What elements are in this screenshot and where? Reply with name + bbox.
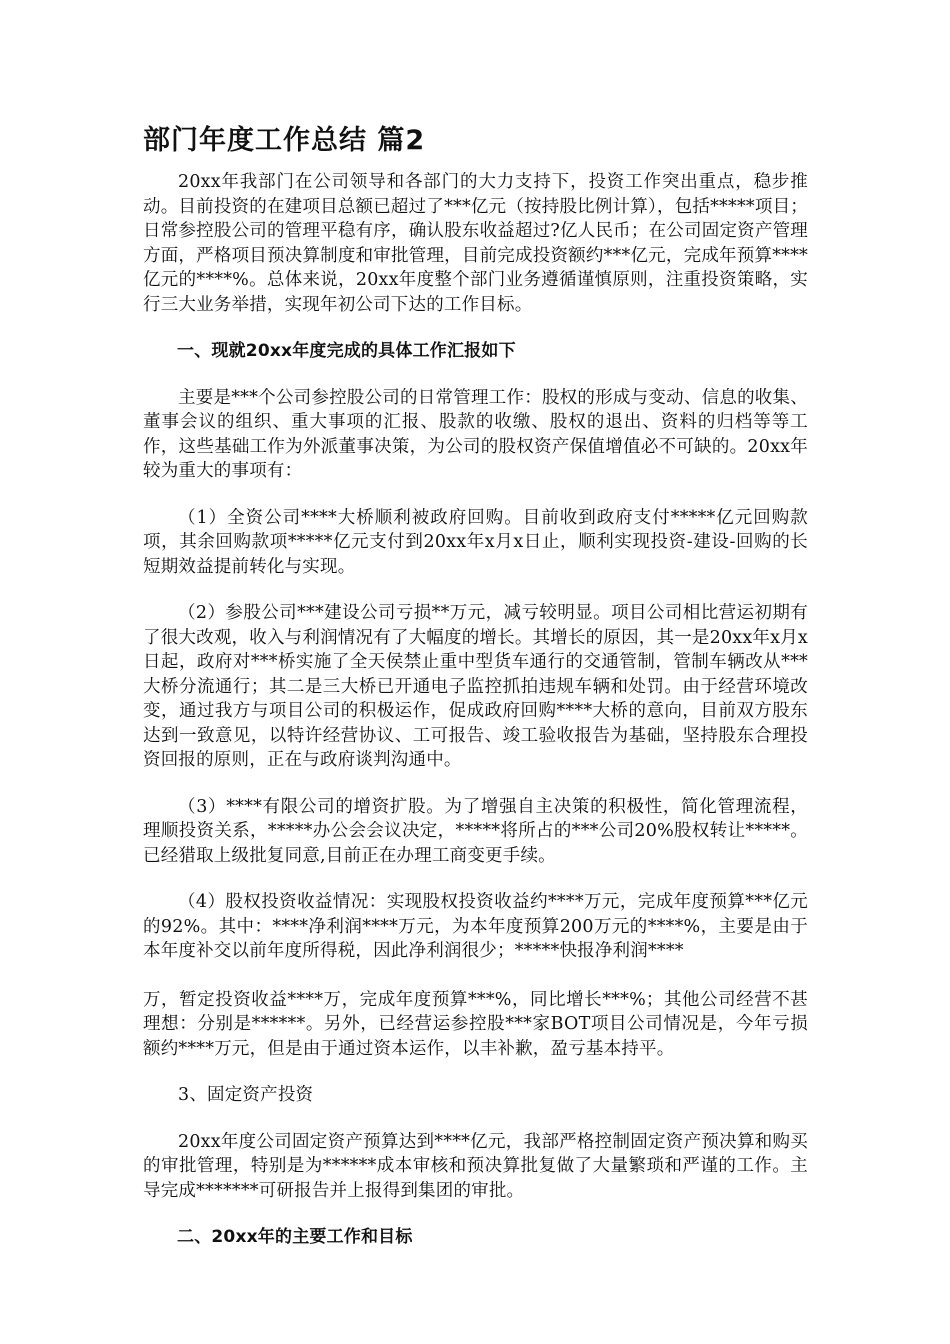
intro-paragraph: 20xx年我部门在公司领导和各部门的大力支持下，投资工作突出重点，稳步推动。目前投资的在建项目总额已超过了***亿元（按持股比例计算），包括*****项目；日常参控股公司的管理平稳有序，确认股东收益超过?亿人民币；在公司固定资产管理方面，严格项目预决算制度和审批管理，目前完成投资额约***亿元，完成年预算****亿元的****%。总体来说，20xx年度整个部门业务遵循谨慎原则，注重投资策略，实行三大业务举措，实现年初公司下达的工作目标。 [143,172,808,315]
fixed-asset-paragraph: 20xx年度公司固定资产预算达到****亿元，我部严格控制固定资产预决算和购买的审批管理，特别是为******成本审核和预决算批复做了大量繁琐和严谨的工作。主导完成*******可研报告并上报得到集团的审批。 [143,1131,808,1201]
item-paragraph-4: （4）股权投资收益情况：实现股权投资收益约****万元，完成年度预算***亿元的92%。其中：****净利润****万元，为本年度预算200万元的****%，主要是由于本年度补交以前年度所得税，因此净利润很少；*****快报净利润**** [143,892,808,961]
item-paragraph-4-continued: 万，暂定投资收益****万，完成年度预算***%，同比增长***%；其他公司经营不甚理想：分别是******。另外，已经营运参控股***家BOT项目公司情况是，今年亏损额约****万元，但是由于通过资本运作，以丰补歉，盈亏基本持平。 [143,989,808,1059]
item-paragraph-2: （2）参股公司***建设公司亏损**万元，减亏较明显。项目公司相比营运初期有了很大改观，收入与利润情况有了大幅度的增长。其增长的原因，其一是20xx年x月x日起，政府对***桥实施了全天侯禁止重中型货车通行的交通管制，管制车辆改从***大桥分流通行；其二是三大桥已开通电子监控抓拍违规车辆和处罚。由于经营环境改变，通过我方与项目公司的积极运作，促成政府回购****大桥的意向，目前双方股东达到一致意见，以特许经营协议、工可报告、竣工验收报告为基础，坚持股东合理投资回报的原则，正在与政府谈判沟通中。 [143,603,808,770]
section-heading-2: 二、20xx年的主要工作和目标 [177,1227,413,1247]
item-paragraph-1: （1）全资公司****大桥顺利被政府回购。目前收到政府支付*****亿元回购款项，其余回购款项*****亿元支付到20xx年x月x日止，顺利实现投资-建设-回购的长短期效益提前转化与实现。 [143,507,808,577]
item-paragraph-3: （3）****有限公司的增资扩股。为了增强自主决策的积极性，简化管理流程，理顺投资关系，*****办公会会议决定，*****将所占的***公司20%股权转让*****。已经猎取上级批复同意,目前正在办理工商变更手续。 [143,796,808,866]
document-title: 部门年度工作总结 篇2 [143,125,426,156]
document-body [143,170,808,1272]
subsection-heading-3: 3、固定资产投资 [178,1085,314,1105]
section-heading-1: 一、现就20xx年度完成的具体工作汇报如下 [177,341,516,361]
body-paragraph: 主要是***个公司参控股公司的日常管理工作：股权的形成与变动、信息的收集、董事会议的组织、重大事项的汇报、股款的收缴、股权的退出、资料的归档等等工作，这些基础工作为外派董事决策，为公司的股权资产保值增值必不可缺的。20xx年较为重大的事项有： [143,387,808,481]
